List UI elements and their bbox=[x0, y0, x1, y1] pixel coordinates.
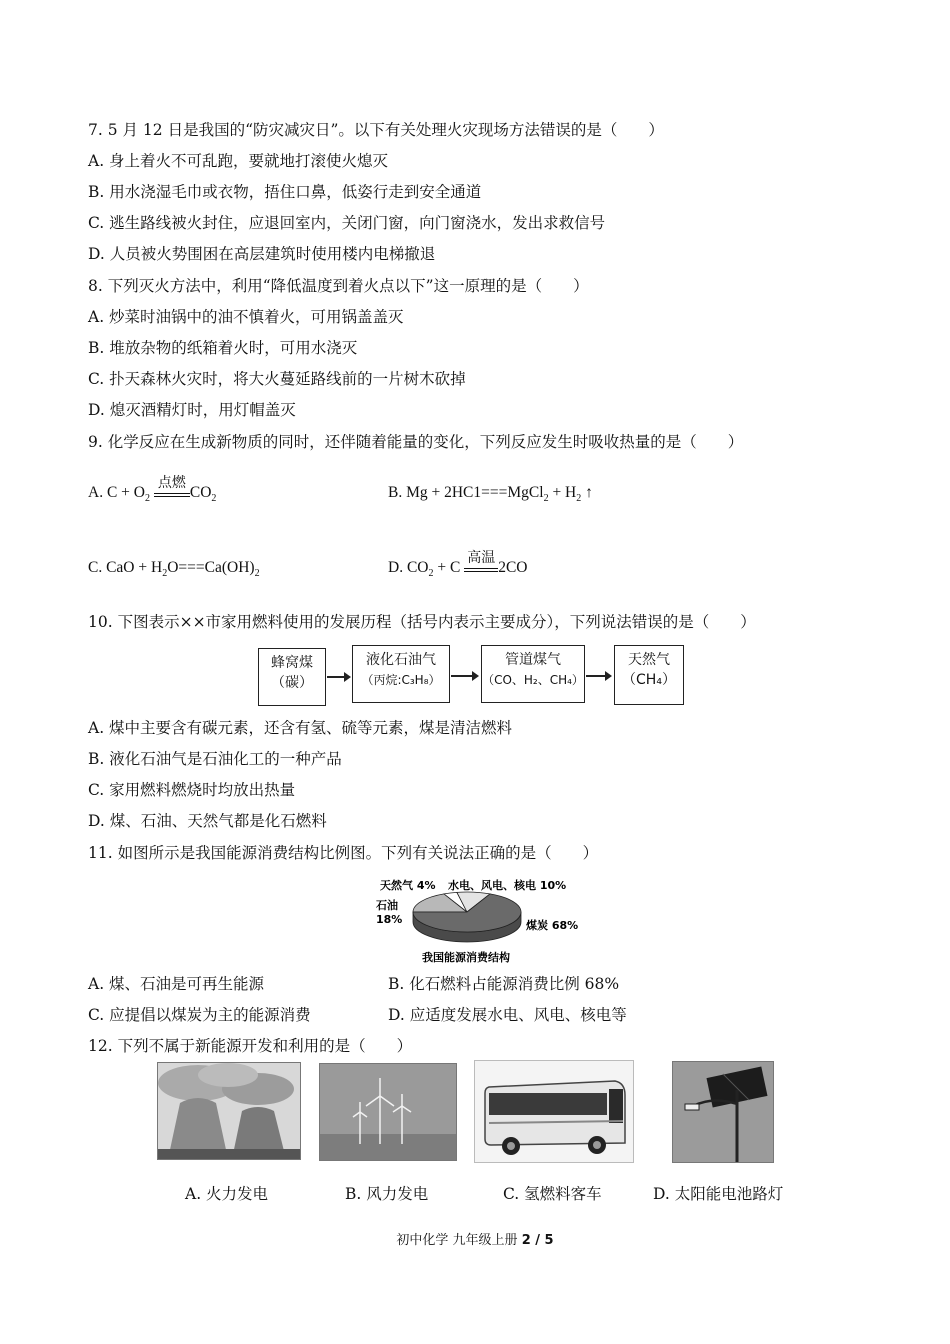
q11-option-b: B. 化石燃料占能源消费比例 68% bbox=[388, 975, 620, 993]
page-number: 2 / 5 bbox=[521, 1233, 554, 1248]
q7-option-b: B. 用水浇湿毛巾或衣物，捂住口鼻，低姿行走到安全通道 bbox=[88, 183, 482, 201]
photo-solar-lamp bbox=[672, 1061, 774, 1163]
photo-thermal-power bbox=[157, 1062, 301, 1160]
flow-4-comp: （CH₄） bbox=[622, 672, 676, 688]
flow-box-1 bbox=[258, 648, 326, 706]
flow-4-name: 天然气 bbox=[628, 652, 670, 668]
flow-arrow-3 bbox=[586, 675, 610, 677]
q9-d-condition: 高温 bbox=[467, 550, 496, 566]
q12-stem: 12. 下列不属于新能源开发和利用的是（ ） bbox=[88, 1037, 413, 1055]
flow-1-name: 蜂窝煤 bbox=[271, 655, 313, 671]
q12-caption-d: D. 太阳能电池路灯 bbox=[653, 1185, 784, 1203]
q9-option-a-label: A. bbox=[88, 484, 104, 501]
q9-option-b-label: B. bbox=[388, 484, 403, 501]
q11-stem: 11. 如图所示是我国能源消费结构比例图。下列有关说法正确的是（ ） bbox=[88, 844, 599, 862]
flow-2-comp: （丙烷:C₃H₈） bbox=[361, 673, 441, 687]
q12-caption-b: B. 风力发电 bbox=[345, 1185, 429, 1203]
flow-arrow-2 bbox=[451, 675, 477, 677]
q7-option-a: A. 身上着火不可乱跑，要就地打滚使火熄灭 bbox=[88, 152, 389, 170]
energy-pie-chart bbox=[372, 872, 582, 966]
q8-option-a: A. 炒菜时油锅中的油不慎着火，可用锅盖盖灭 bbox=[88, 308, 404, 326]
q9-stem: 9. 化学反应在生成新物质的同时，还伴随着能量的变化，下列反应发生时吸收热量的是（ ） bbox=[88, 433, 744, 451]
q10-option-c: C. 家用燃料燃烧时均放出热量 bbox=[88, 781, 296, 799]
q10-option-d: D. 煤、石油、天然气都是化石燃料 bbox=[88, 812, 327, 830]
q10-stem: 10. 下图表示××市家用燃料使用的发展历程（括号内表示主要成分），下列说法错误的是（ ） bbox=[88, 613, 756, 631]
q9-option-a: A. $C + O_2$ 点燃 $CO_2$ bbox=[88, 484, 216, 504]
pie-label-coal: 煤炭 68% bbox=[526, 919, 579, 932]
pie-svg bbox=[372, 872, 582, 966]
flow-2-name: 液化石油气 bbox=[366, 652, 436, 668]
flow-box-2 bbox=[352, 645, 450, 703]
q9-option-d-label: D. bbox=[388, 559, 404, 576]
q8-option-d: D. 熄灭酒精灯时，用灯帽盖灭 bbox=[88, 401, 296, 419]
q8-option-c: C. 扑天森林火灾时，将大火蔓延路线前的一片树木砍掉 bbox=[88, 370, 466, 388]
q10-option-b: B. 液化石油气是石油化工的一种产品 bbox=[88, 750, 342, 768]
q9-option-c-label: C. bbox=[88, 559, 103, 576]
q12-caption-c: C. 氢燃料客车 bbox=[503, 1185, 602, 1203]
q9-option-b: B. Mg + 2HC1===MgCl$_2$ + $H_2$ ↑ bbox=[388, 484, 593, 505]
q10-option-a: A. 煤中主要含有碳元素，还含有氢、硫等元素，煤是清洁燃料 bbox=[88, 719, 513, 737]
q11-option-d: D. 应适度发展水电、风电、核电等 bbox=[388, 1006, 627, 1024]
footer-text: 初中化学 九年级上册 bbox=[396, 1233, 522, 1248]
q7-option-c: C. 逃生路线被火封住，应退回室内，关闭门窗，向门窗浇水，发出求救信号 bbox=[88, 214, 606, 232]
pie-label-hydro: 水电、风电、核电 10% bbox=[448, 879, 567, 892]
pie-label-oil-value: 18% bbox=[376, 913, 403, 926]
q8-option-b: B. 堆放杂物的纸箱着火时，可用水浇灭 bbox=[88, 339, 358, 357]
q11-option-a: A. 煤、石油是可再生能源 bbox=[88, 975, 265, 993]
page-footer bbox=[0, 1229, 950, 1248]
q11-option-c: C. 应提倡以煤炭为主的能源消费 bbox=[88, 1006, 311, 1024]
photo-hydrogen-bus bbox=[474, 1060, 634, 1163]
q12-caption-a: A. 火力发电 bbox=[185, 1185, 269, 1203]
q7-option-d: D. 人员被火势围困在高层建筑时使用楼内电梯撤退 bbox=[88, 245, 436, 263]
pie-label-gas: 天然气 4% bbox=[380, 879, 436, 892]
flow-3-comp: （CO、H₂、CH₄） bbox=[482, 673, 584, 687]
pie-title: 我国能源消费结构 bbox=[422, 951, 510, 964]
q8-stem: 8. 下列灭火方法中，利用“降低温度到着火点以下”这一原理的是（ ） bbox=[88, 277, 589, 295]
q7-stem: 7. 5 月 12 日是我国的“防灾减灾日”。以下有关处理火灾现场方法错误的是（ ） bbox=[88, 121, 664, 139]
flow-1-comp: （碳） bbox=[271, 675, 313, 691]
flow-box-3 bbox=[481, 645, 585, 703]
flow-3-name: 管道煤气 bbox=[505, 652, 561, 668]
q9-option-d: D. $CO_2 + C$ 高温 2CO bbox=[388, 559, 528, 579]
photo-wind-power bbox=[319, 1063, 457, 1161]
q9-option-c: C. CaO + $H_2O===Ca(OH)_2$ bbox=[88, 559, 260, 580]
flow-box-4 bbox=[614, 645, 684, 705]
flow-arrow-1 bbox=[327, 676, 349, 678]
pie-label-oil: 石油 bbox=[376, 899, 398, 912]
q9-a-condition: 点燃 bbox=[157, 475, 186, 491]
